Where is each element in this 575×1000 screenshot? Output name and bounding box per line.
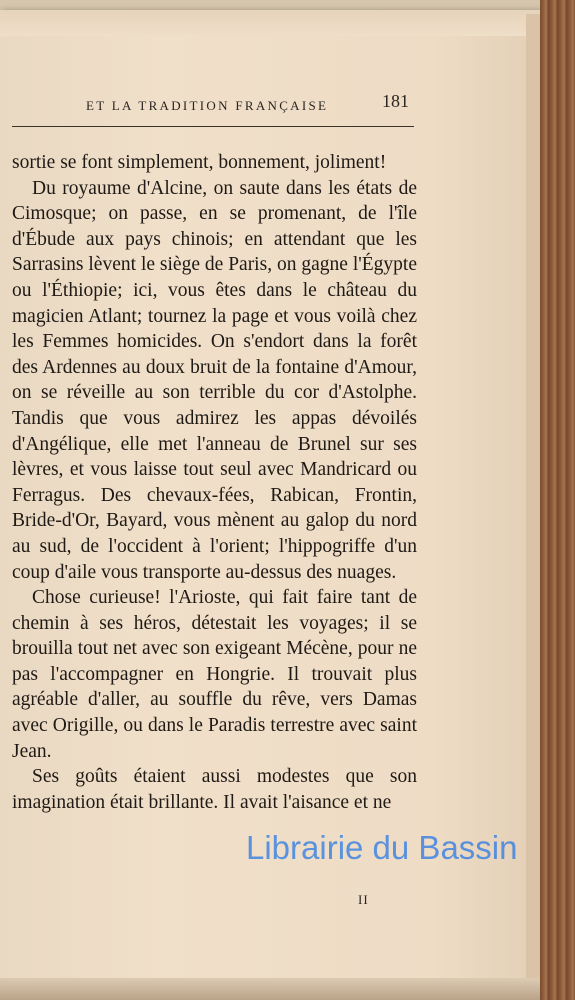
book-binding [540,0,575,1000]
running-head: ET LA TRADITION FRANÇAISE [86,98,329,113]
paragraph: Ses goûts étaient aussi modestes que son imagination était brillante. Il avait l'aisance et ne [12,766,417,813]
signature-mark: II [358,892,369,907]
body-text [12,150,417,815]
page-edges [526,14,540,989]
paragraph: Du royaume d'Alcine, on saute dans les états de Cimosque; on passe, en se promenant, de l'île d'Ébude aux pays chinois; en attendant que les Sarrasins lèvent le siège de Paris, on gagne l'Égypte ou l'Éthiopie; ici, vous êtes dans le château du magicien Atlant; tournez la page et vous voilà chez les Femmes homicides. On s'endort dans la forêt des Ardennes au doux bruit de la fontaine d'Amour, on se réveille au son terrible du cor d'Astolphe. Tandis que vous admirez les appas dévoilés d'Angélique, elle met l'anneau de Brunel sur ses lèvres, et vous laisse tout seul avec Mandricard ou Ferragus. Des chevaux-fées, Rabican, Frontin, Bride-d'Or, Bayard, vous mènent au galop du nord au sud, de l'occident à l'orient; l'hippogriffe d'un coup d'aile vous transporte au-dessus des nuages. [12,177,417,583]
page-bottom-edge [0,978,540,1000]
paragraph: Chose curieuse! l'Arioste, qui fait faire tant de chemin à ses héros, détestait les voyages; il se brouilla tout net avec son exigeant Mécène, pour ne pas l'accompagner en Hongrie. Il trouvait plus agréable d'aller, au souffle du rêve, vers Damas avec Origille, ou dans le Paradis terrestre avec saint Jean. [12,587,417,762]
page-number: 181 [382,91,409,111]
watermark: Librairie du Bassin [246,829,518,866]
paragraph: sortie se font simplement, bonnement, joliment! [12,152,387,173]
page-top-edge [0,10,540,36]
header-rule [12,126,414,127]
